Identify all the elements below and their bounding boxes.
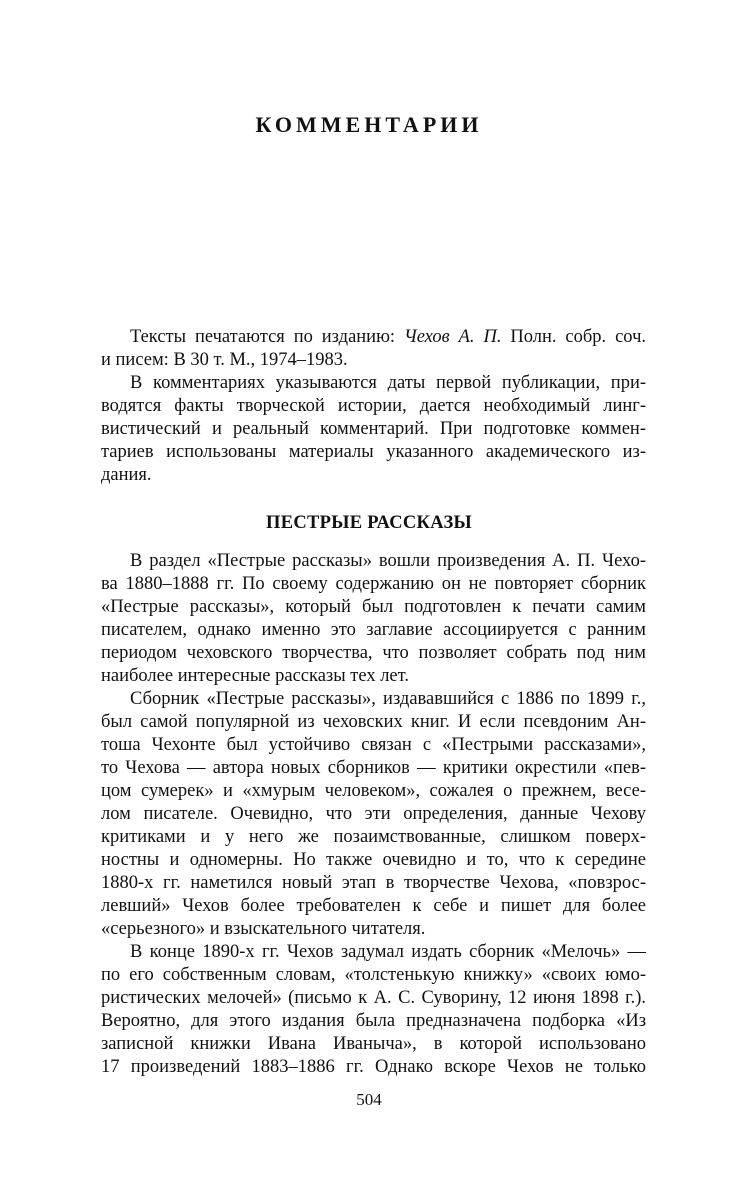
text-line: ностны и одномерны. Но также очевидно и то, что к середине <box>101 850 646 870</box>
page-title: КОММЕНТАРИИ <box>255 112 483 137</box>
text-line: по его собственным словам, «толстенькую книжку» «своих юмо- <box>101 965 646 985</box>
text-line: записной книжки Ивана Иваныча», в которой использовано <box>101 1034 646 1054</box>
section-title: ПЕСТРЫЕ РАССКАЗЫ <box>266 513 472 533</box>
section-body <box>101 550 646 1079</box>
text-line: «Пестрые рассказы», который был подготовлен к печати самим <box>101 597 646 617</box>
intro-paragraph <box>101 326 646 372</box>
text-line: ва 1880–1888 гг. По своему содержанию он не повторяет сборник <box>101 574 646 594</box>
text-line: цом сумерек» и «хмурым человеком», сожалея о прежнем, весе- <box>101 781 646 801</box>
page-number: 504 <box>356 1090 382 1109</box>
text-line: вистический и реальный комментарий. При подготовке коммен- <box>101 419 646 439</box>
text-line: лом писателе. Очевидно, что эти определения, данные Чехову <box>101 804 646 824</box>
text-line: наиболее интересные рассказы тех лет. <box>101 666 409 686</box>
text-line: ристических мелочей» (письмо к А. С. Суворину, 12 июня 1898 г.). <box>101 988 646 1008</box>
intro-paragraph <box>101 372 646 487</box>
text-line: был самой популярной из чеховских книг. И если псевдоним Ан- <box>101 712 646 732</box>
text-line: тариев использованы материалы указанного академического из- <box>101 442 646 462</box>
text-line: дания. <box>101 465 152 485</box>
text-line: левший» Чехов более требователен к себе и пишет для более <box>101 896 646 916</box>
text-line: критиками и у него же позаимствованные, слишком поверх- <box>101 827 646 847</box>
text-line: «серьезного» и взыскательного читателя. <box>101 919 426 939</box>
text-line: В комментариях указываются даты первой публикации, при- <box>130 373 646 393</box>
text-line: писателем, однако именно это заглавие ассоциируется с ранним <box>101 620 646 640</box>
text-line: В конце 1890-х гг. Чехов задумал издать сборник «Мелочь» — <box>130 942 646 962</box>
text-line: водятся факты творческой истории, дается необходимый линг- <box>101 396 646 416</box>
body-paragraph <box>101 688 646 941</box>
text-fragment: Полн. собр. соч. <box>501 327 647 347</box>
text-line: В раздел «Пестрые рассказы» вошли произведения А. П. Чехо- <box>130 551 646 571</box>
text-line: 17 произведений 1883–1886 гг. Однако вскоре Чехов не только <box>101 1057 646 1077</box>
text-line: Сборник «Пестрые рассказы», издававшийся с 1886 по 1899 г., <box>130 689 646 709</box>
intro-text <box>101 326 646 487</box>
text-line <box>101 326 646 349</box>
text-line: и писем: В 30 т. М., 1974–1983. <box>101 350 348 370</box>
text-line: 1880-х гг. наметился новый этап в творчестве Чехова, «повзрос- <box>101 873 646 893</box>
text-fragment: Тексты печатаются по изданию: <box>130 327 404 347</box>
text-line: Вероятно, для этого издания была предназначена подборка «Из <box>101 1011 646 1031</box>
text-line: периодом чеховского творчества, что позволяет собрать под ним <box>101 643 646 663</box>
body-paragraph <box>101 941 646 1079</box>
text-line: тоша Чехонте был устойчиво связан с «Пестрыми рассказами», <box>101 735 646 755</box>
body-paragraph <box>101 550 646 688</box>
author-reference: Чехов А. П. <box>403 327 502 347</box>
text-line: то Чехова — автора новых сборников — критики окрестили «пев- <box>101 758 646 778</box>
